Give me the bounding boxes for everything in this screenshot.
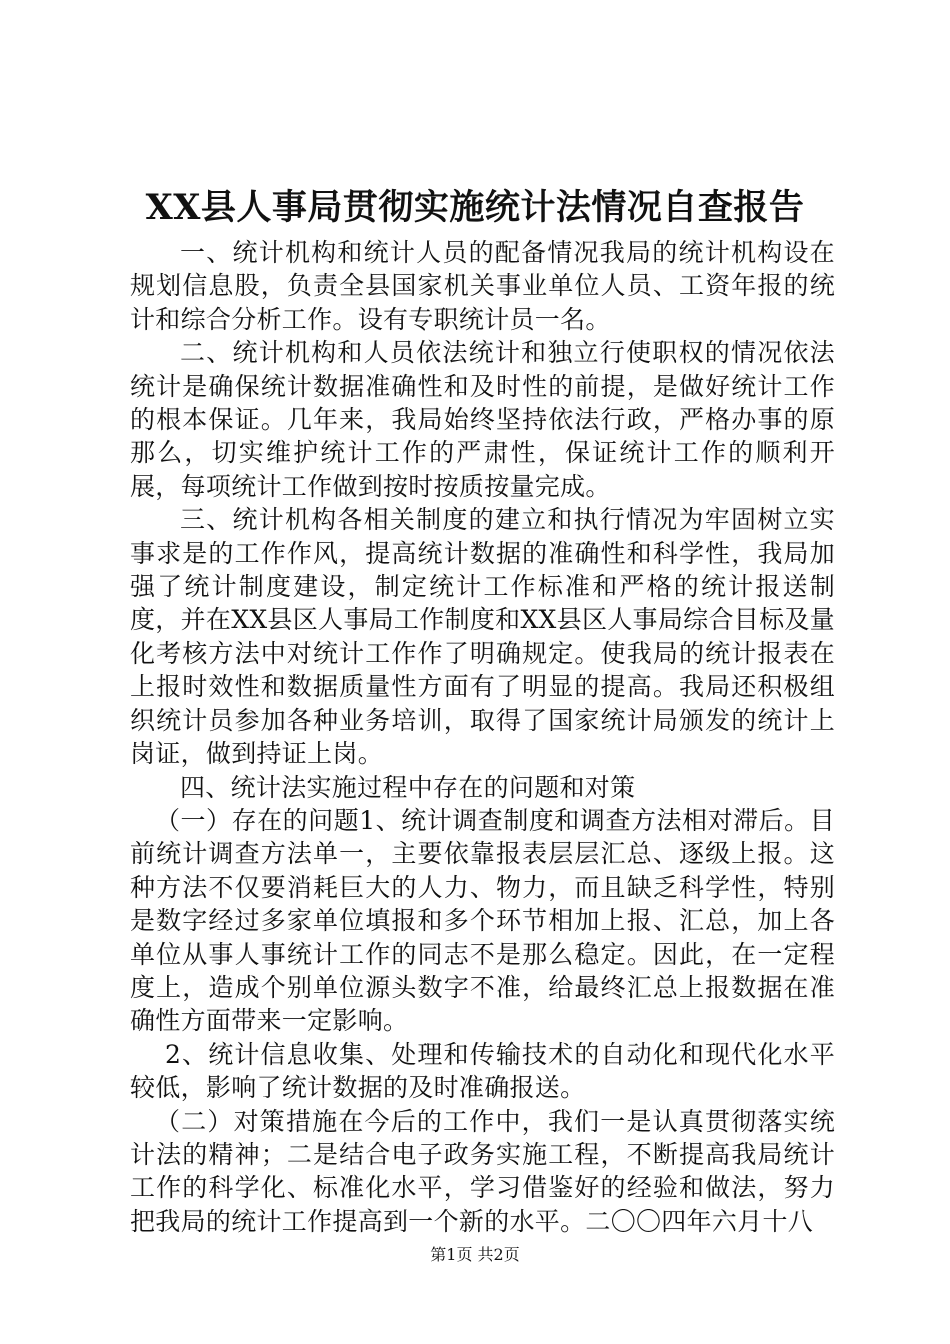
paragraph-countermeasures: （二）对策措施在今后的工作中，我们一是认真贯彻落实统计法的精神；二是结合电子政务实施工程，不断提高我局统计工作的科学化、标准化水平，学习借鉴好的经验和做法，努力把我局的统计工作提高到一个新的水平。二〇〇四年六月十八: [130, 1106, 835, 1236]
document-title: XX县人事局贯彻实施统计法情况自查报告: [145, 187, 805, 228]
paragraph-section-3: 三、统计机构各相关制度的建立和执行情况为牢固树立实事求是的工作作风，提高统计数据的准确性和科学性，我局加强了统计制度建设，制定统计工作标准和严格的统计报送制度，并在XX县区人事局工作制度和XX县区人事局综合目标及量化考核方法中对统计工作作了明确规定。使我局的统计报表在上报时效性和数据质量性方面有了明显的提高。我局还积极组织统计员参加各种业务培训，取得了国家统计局颁发的统计上岗证，做到持证上岗。: [130, 505, 835, 769]
paragraph-problem-2: 2、统计信息收集、处理和传输技术的自动化和现代化水平较低，影响了统计数据的及时准确报送。: [130, 1039, 835, 1103]
paragraph-section-2: 二、统计机构和人员依法统计和独立行使职权的情况依法统计是确保统计数据准确性和及时性的前提，是做好统计工作的根本保证。几年来，我局始终坚持依法行政，严格办事的原那么，切实维护统计工作的严肃性，保证统计工作的顺利开展，每项统计工作做到按时按质按量完成。: [130, 338, 835, 501]
page-number: 第1页 共2页: [430, 1245, 520, 1264]
paragraph-problems: （一）存在的问题1、统计调查制度和调查方法相对滞后。目前统计调查方法单一，主要依靠报表层层汇总、逐级上报。这种方法不仅要消耗巨大的人力、物力，而且缺乏科学性，特别是数字经过多家单位填报和多个环节相加上报、汇总，加上各单位从事人事统计工作的同志不是那么稳定。因此，在一定程度上，造成个别单位源头数字不准，给最终汇总上报数据在准确性方面带来一定影响。: [130, 805, 835, 1036]
paragraph-section-4-heading: 四、统计法实施过程中存在的问题和对策: [180, 772, 636, 802]
document-body: [130, 236, 835, 1238]
paragraph-section-1: 一、统计机构和统计人员的配备情况我局的统计机构设在规划信息股，负责全县国家机关事业单位人员、工资年报的统计和综合分析工作。设有专职统计员一名。: [130, 238, 835, 334]
